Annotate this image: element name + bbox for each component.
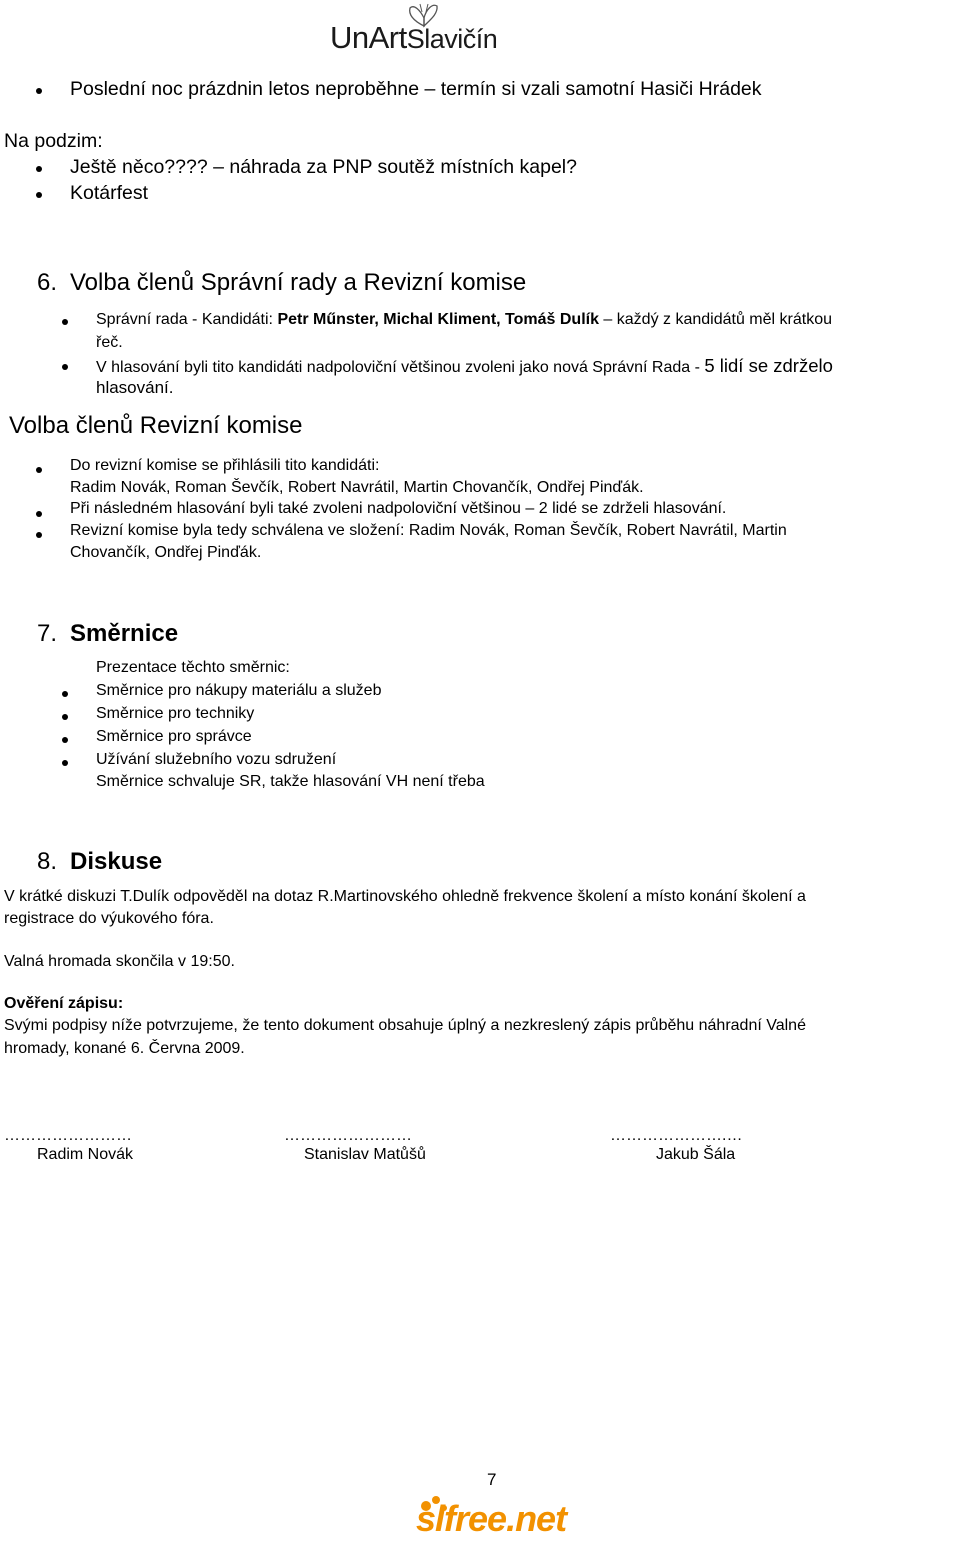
signature-name-3: Jakub Šála	[656, 1146, 736, 1163]
section6-item-1-names: Petr Műnster, Michal Kliment, Tomáš Dulík	[277, 311, 599, 328]
section7-intro: Prezentace těchto směrnic:	[96, 659, 290, 676]
signature-dots-3: ………………….…	[610, 1127, 743, 1144]
header-logo	[330, 2, 545, 58]
section6-item-1-suffix: – každý z kandidátů měl krátkou	[598, 311, 832, 328]
section6-item-2-cont: hlasování.	[96, 378, 174, 397]
section6-number: 6.	[37, 269, 58, 296]
section6-item-2	[96, 355, 833, 377]
autumn-heading: Na podzim:	[4, 130, 103, 152]
revision-title: Volba členů Revizní komise	[9, 412, 303, 439]
section7-title: Směrnice	[70, 620, 179, 647]
revision-item-2: Při následném hlasování byli také zvoleni nadpoloviční většinou – 2 lidé se zdrželi hlasování.	[70, 500, 727, 517]
bullet-icon	[36, 192, 42, 198]
section8-number: 8.	[37, 848, 58, 875]
page-number: 7	[487, 1470, 497, 1489]
verification-heading: Ověření zápisu:	[4, 995, 124, 1012]
autumn-item-1: Ještě něco???? – náhrada za PNP soutěž místních kapel?	[70, 156, 577, 178]
section8-para: V krátké diskuzi T.Dulík odpověděl na dotaz R.Martinovského ohledně frekvence školení a místo konání školení a	[4, 888, 806, 905]
section8-title: Diskuse	[70, 848, 163, 875]
bullet-icon	[36, 88, 42, 94]
section6-item-1-cont: řeč.	[96, 334, 123, 351]
bullet-icon	[62, 691, 68, 697]
footer-logo	[414, 1492, 574, 1546]
bullet-icon	[62, 760, 68, 766]
bullet-icon	[62, 319, 68, 325]
section7-item-3: Směrnice pro správce	[96, 728, 252, 745]
bullet-icon	[62, 737, 68, 743]
bullet-icon	[62, 364, 68, 370]
signature-name-2: Stanislav Matůšů	[304, 1146, 426, 1163]
slfree-logo-text: slfree.net	[416, 1498, 567, 1539]
section6-title: Volba členů Správní rady a Revizní komise	[70, 269, 527, 296]
bullet-icon	[36, 511, 42, 517]
bullet-icon	[62, 714, 68, 720]
revision-item-1: Do revizní komise se přihlásili tito kandidáti:	[70, 457, 380, 474]
logo-slavicin: Slavičín	[406, 24, 498, 54]
section8-para-cont: registrace do výukového fóra.	[4, 910, 214, 927]
revision-item-3-cont: Chovančík, Ondřej Pinďák.	[70, 544, 262, 561]
bullet-icon	[36, 166, 42, 172]
section6-item-1	[96, 311, 832, 329]
summer-item: Poslední noc prázdnin letos neproběhne – termín si vzali samotní Hasiči Hrádek	[70, 78, 762, 100]
bullet-icon	[36, 532, 42, 538]
verification-line-2: hromady, konané 6. Června 2009.	[4, 1040, 245, 1057]
section6-item-1-prefix: Správní rada - Kandidáti:	[96, 311, 278, 328]
section7-item-1: Směrnice pro nákupy materiálu a služeb	[96, 682, 382, 699]
section6-item-2-text: V hlasování byli tito kandidáti nadpoloviční většinou zvoleni jako nová Správní Rada -	[96, 359, 705, 376]
bullet-icon	[36, 467, 42, 473]
revision-item-1-cont: Radim Novák, Roman Ševčík, Robert Navrátil, Martin Chovančík, Ondřej Pinďák.	[70, 479, 644, 496]
meeting-end: Valná hromada skončila v 19:50.	[4, 953, 235, 970]
section7-item-2: Směrnice pro techniky	[96, 705, 255, 722]
signature-dots-2: ……………………	[284, 1127, 412, 1144]
section7-item-4: Užívání služebního vozu sdružení	[96, 751, 337, 768]
revision-item-3: Revizní komise byla tedy schválena ve složení: Radim Novák, Roman Ševčík, Robert Navrátil, Martin	[70, 522, 787, 539]
verification-line-1: Svými podpisy níže potvrzujeme, že tento dokument obsahuje úplný a nezkreslený zápis průběhu náhradní Valné	[4, 1017, 806, 1034]
signature-dots-1: ……………………	[4, 1127, 132, 1144]
section7-number: 7.	[37, 620, 58, 647]
signature-name-1: Radim Novák	[37, 1146, 134, 1163]
section6-item-2-abstain: 5 lidí se zdrželo	[704, 355, 833, 376]
logo-unart: UnArt	[330, 20, 407, 55]
autumn-item-2: Kotárfest	[70, 182, 149, 204]
section7-item-4-cont: Směrnice schvaluje SR, takže hlasování VH není třeba	[96, 773, 485, 790]
